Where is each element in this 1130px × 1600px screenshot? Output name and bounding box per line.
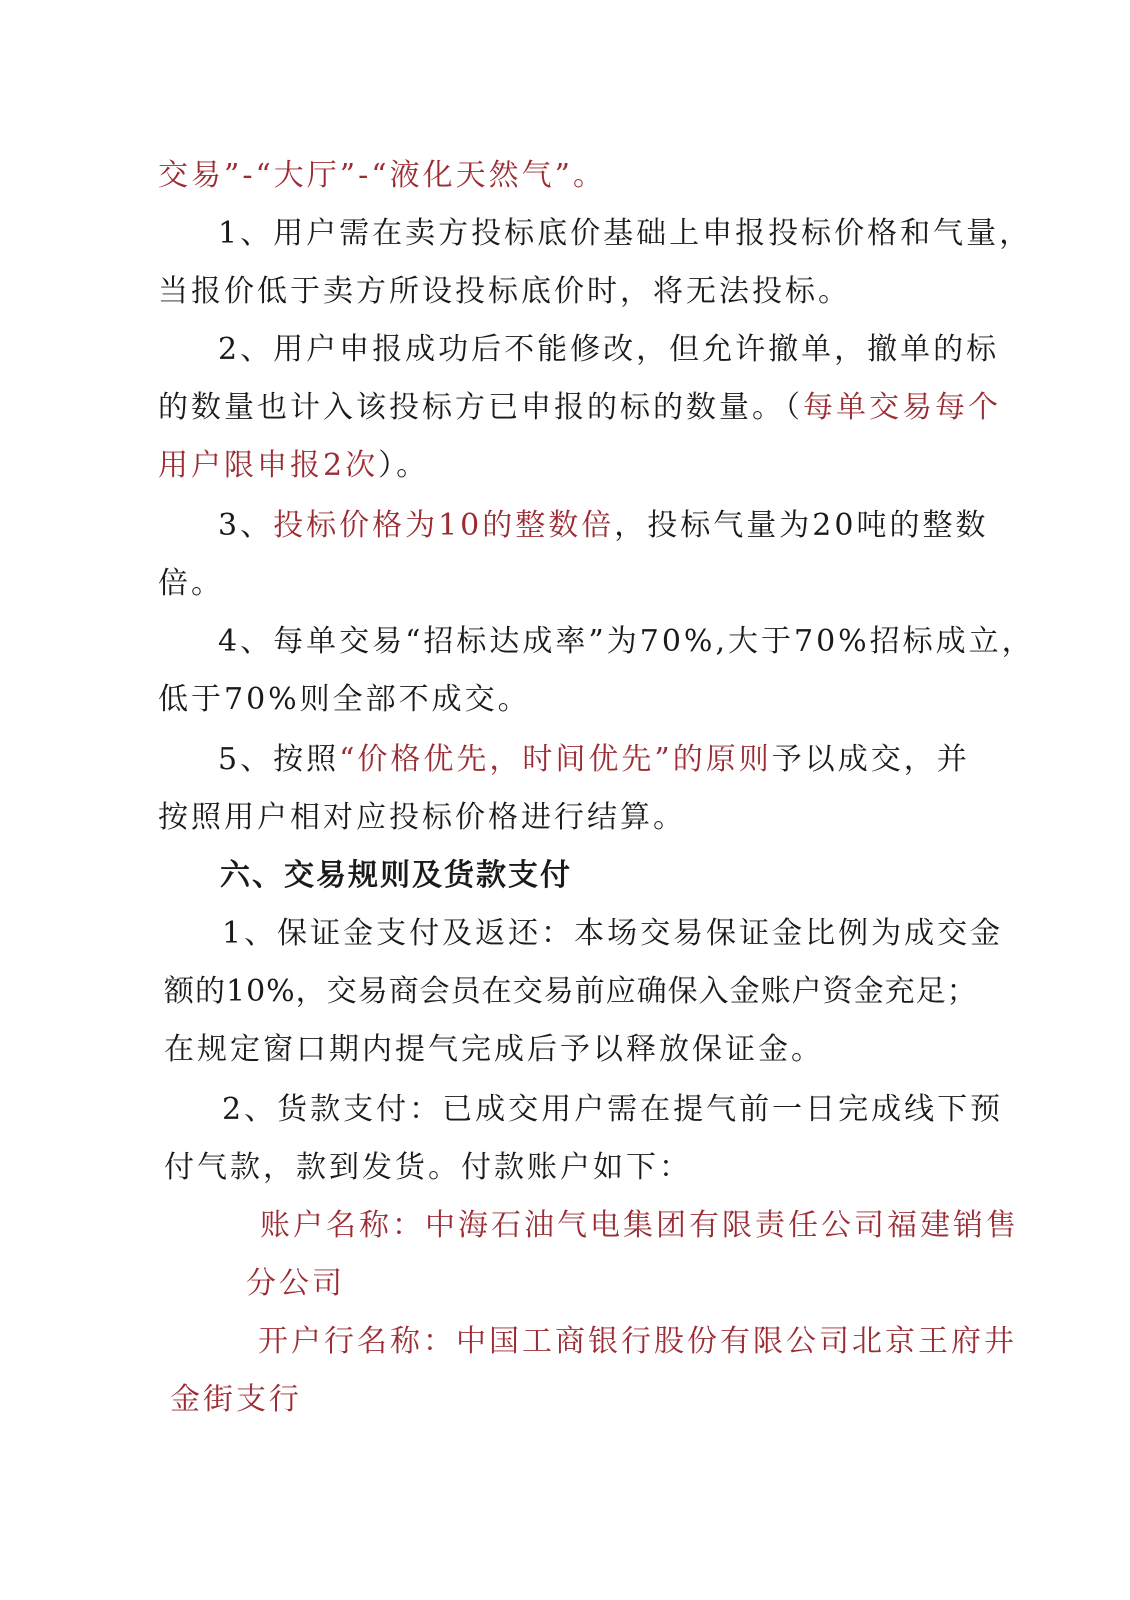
section-heading: 六、交易规则及货款支付 (220, 858, 572, 893)
highlight-segment: “价格优先，时间优先”的原则 (339, 742, 772, 777)
text-segment: 予以成交，并 (771, 742, 970, 777)
text-line-4: 2、用户申报成功后不能修改，但允许撤单，撤单的标 (218, 332, 1000, 367)
text-line-5 (158, 388, 1001, 428)
highlight-segment: 用户限申报2次 (158, 448, 379, 483)
bank-name-line: 开户行名称：中国工商银行股份有限公司北京王府井 (258, 1324, 1017, 1359)
text-segment: 5、按照 (218, 742, 340, 777)
account-name-continued: 分公司 (246, 1266, 345, 1301)
text-line-7 (218, 506, 988, 546)
text-line-11 (218, 740, 970, 780)
text-line-14: 额的10%，交易商会员在交易前应确保入金账户资金充足； (164, 974, 978, 1009)
text-line-2: 1、用户需在卖方投标底价基础上申报投标价格和气量， (218, 216, 1033, 251)
text-line-3: 当报价低于卖方所设投标底价时，将无法投标。 (158, 274, 851, 309)
text-line-13: 1、保证金支付及返还：本场交易保证金比例为成交金 (222, 916, 1004, 951)
text-segment: 的数量也计入该投标方已申报的标的数量。（ (158, 390, 803, 425)
text-line-8: 倍。 (158, 566, 224, 601)
text-segment: ）。 (378, 448, 430, 483)
text-segment: 3、 (218, 508, 274, 543)
text-line-1: 交易”-“大厅”-“液化天然气”。 (158, 158, 606, 193)
bank-name-continued: 金街支行 (170, 1382, 302, 1417)
text-line-9: 4、每单交易“招标达成率”为70%,大于70%招标成立， (218, 624, 1035, 659)
text-line-10: 低于70%则全部不成交。 (158, 682, 531, 717)
highlight-segment: 每单交易每个 (803, 390, 1001, 425)
text-line-17: 付气款，款到发货。付款账户如下： (164, 1150, 692, 1185)
text-line-15: 在规定窗口期内提气完成后予以释放保证金。 (164, 1032, 824, 1067)
text-segment: ，投标气量为20吨的整数 (614, 508, 989, 543)
account-name-line: 账户名称：中海石油气电集团有限责任公司福建销售 (260, 1208, 1019, 1243)
text-line-16: 2、货款支付：已成交用户需在提气前一日完成线下预 (222, 1092, 1004, 1127)
text-line-12: 按照用户相对应投标价格进行结算。 (158, 800, 686, 835)
text-line-6 (158, 446, 429, 486)
highlight-segment: 投标价格为10的整数倍 (273, 508, 615, 543)
